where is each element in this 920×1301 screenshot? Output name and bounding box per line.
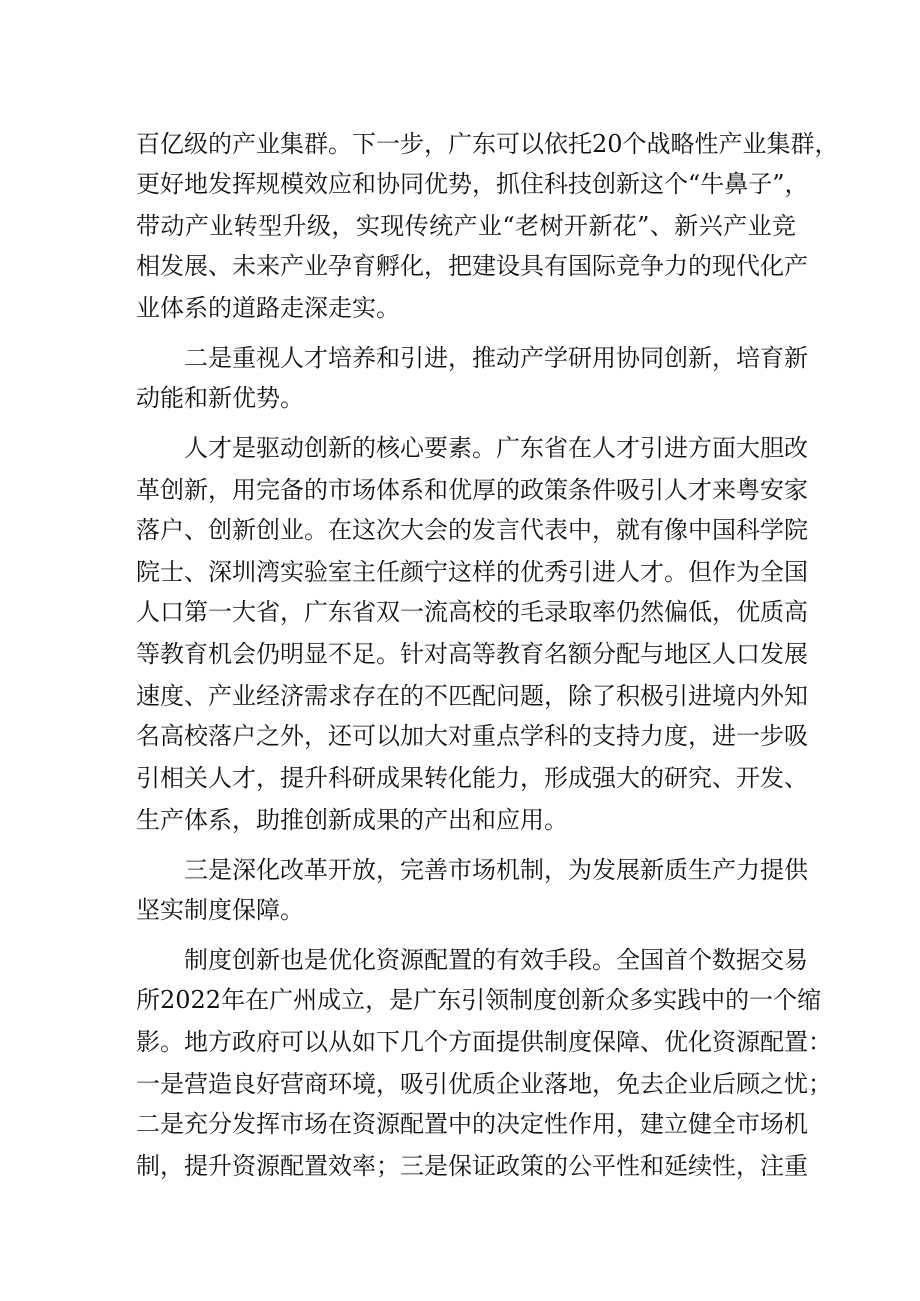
text-line-10: 落户、创新创业。在这次大会的发言代表中，就有像中国科学院 <box>136 516 808 544</box>
heading-three-cont: 坚实制度保障。 <box>136 896 304 924</box>
text-line-14: 速度、产业经济需求存在的不匹配问题，除了积极引进境内外知 <box>136 682 808 710</box>
text-line-25: 制，提升资源配置效率；三是保证政策的公平性和延续性，注重 <box>136 1152 808 1180</box>
text-line-20: 制度创新也是优化资源配置的有效手段。全国首个数据交易 <box>184 946 808 974</box>
text-line-17: 生产体系，助推创新成果的产出和应用。 <box>136 806 568 834</box>
text-line-12: 人口第一大省，广东省双一流高校的毛录取率仍然偏低，优质高 <box>136 598 808 626</box>
text-line-13: 等教育机会仍明显不足。针对高等教育名额分配与地区人口发展 <box>136 640 808 668</box>
heading-three: 三是深化改革开放，完善市场机制，为发展新质生产力提供 <box>184 856 808 884</box>
text-line-23: 一是营造良好营商环境，吸引优质企业落地，免去企业后顾之忧； <box>136 1070 832 1098</box>
text-line-11: 院士、深圳湾实验室主任颜宁这样的优秀引进人才。但作为全国 <box>136 558 808 586</box>
text-line-3: 带动产业转型升级，实现传统产业“老树开新花”、新兴产业竞 <box>136 212 796 240</box>
text-line-5: 业体系的道路走深走实。 <box>136 294 400 322</box>
text-line-15: 名高校落户之外，还可以加大对重点学科的支持力度，进一步吸 <box>136 722 808 750</box>
text-line-24: 二是充分发挥市场在资源配置中的决定性作用，建立健全市场机 <box>136 1110 808 1138</box>
heading-two: 二是重视人才培养和引进，推动产学研用协同创新，培育新 <box>184 344 808 372</box>
text-line-16: 引相关人才，提升科研成果转化能力，形成强大的研究、开发、 <box>136 764 808 792</box>
text-line-4: 相发展、未来产业孕育孵化，把建设具有国际竞争力的现代化产 <box>136 252 808 280</box>
text-line-1: 百亿级的产业集群。下一步，广东可以依托20个战略性产业集群， <box>136 130 839 158</box>
text-line-8: 人才是驱动创新的核心要素。广东省在人才引进方面大胆改 <box>184 434 808 462</box>
text-line-2: 更好地发挥规模效应和协同优势，抓住科技创新这个“牛鼻子”， <box>136 170 809 198</box>
text-line-9: 革创新，用完备的市场体系和优厚的政策条件吸引人才来粤安家 <box>136 476 808 504</box>
text-line-22: 影。地方政府可以从如下几个方面提供制度保障、优化资源配置： <box>136 1028 832 1056</box>
text-line-21: 所2022年在广州成立，是广东引领制度创新众多实践中的一个缩 <box>136 986 822 1014</box>
heading-two-cont: 动能和新优势。 <box>136 384 304 412</box>
